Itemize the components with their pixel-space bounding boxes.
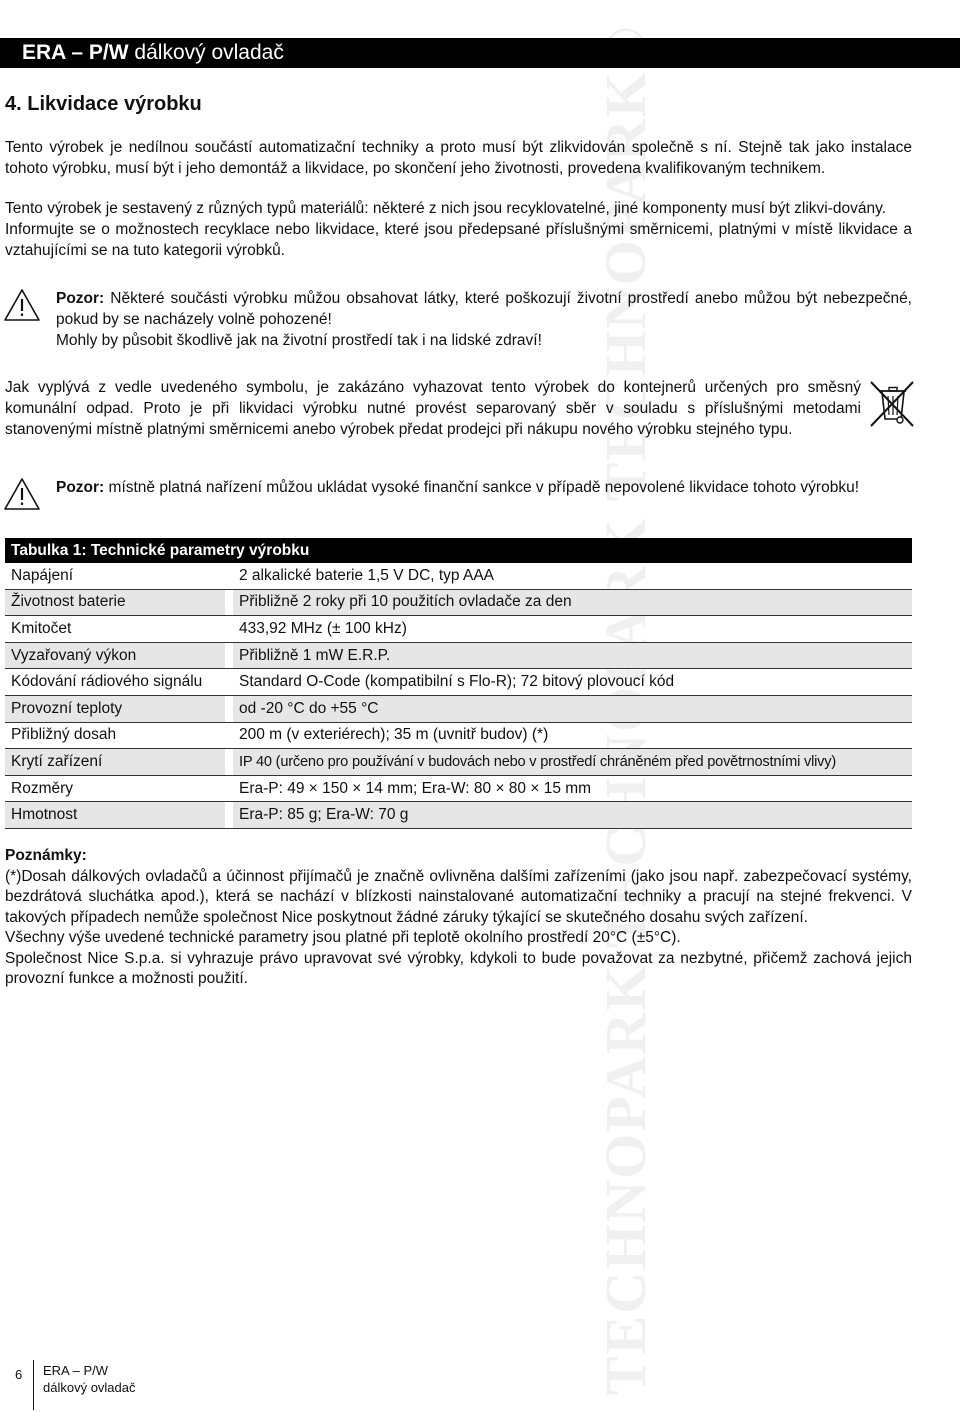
- parameter-name: Kmitočet: [5, 616, 225, 643]
- parameter-value: 200 m (v exteriérech); 35 m (uvnitř budov) (*): [233, 722, 912, 749]
- parameter-name: Kódování rádiového signálu: [5, 669, 225, 696]
- document-title: [22, 41, 284, 65]
- parameter-value: Standard O-Code (kompatibilní s Flo-R); 72 bitový plovoucí kód: [233, 669, 912, 696]
- cell-gap: [225, 722, 233, 749]
- notes-title: Poznámky:: [5, 847, 87, 864]
- table-header-row: [5, 538, 912, 563]
- parameter-value: IP 40 (určeno pro používání v budovách nebo v prostředí chráněném před povětrnostními vlivy): [233, 749, 912, 776]
- table-row: [5, 642, 912, 669]
- footer-divider: [33, 1360, 34, 1410]
- footer-subtitle: dálkový ovladač: [43, 1380, 136, 1395]
- paragraph-disposal-intro: Tento výrobek je nedílnou součástí automatizační techniky a proto musí být zlikvidován společně s ní. Stejně tak jako instalace tohoto výrobku, musí být i jeho demontáž a likvidace, po skončení jeho životnosti, provedena kvalifikovaným technikem.: [5, 139, 912, 177]
- crossed-out-bin-icon: [867, 378, 917, 430]
- page-number: 6: [15, 1367, 23, 1382]
- section-heading: 4. Likvidace výrobku: [5, 93, 202, 115]
- warning-triangle-icon: [3, 288, 41, 322]
- table-body: [5, 563, 912, 828]
- parameter-value: 2 alkalické baterie 1,5 V DC, typ AAA: [233, 563, 912, 589]
- title-rest: dálkový ovladač: [134, 41, 284, 64]
- parameter-name: Napájení: [5, 563, 225, 589]
- cell-gap: [225, 589, 233, 616]
- table-row: [5, 695, 912, 722]
- parameter-name: Hmotnost: [5, 802, 225, 829]
- table-row: [5, 669, 912, 696]
- table-row: [5, 802, 912, 829]
- parameter-value: Přibližně 2 roky při 10 použitích ovladače za den: [233, 589, 912, 616]
- cell-gap: [225, 695, 233, 722]
- warning-body: místně platná nařízení můžou ukládat vysoké finanční sankce v případě nepovolené likvidace tohoto výrobku!: [108, 479, 860, 496]
- cell-gap: [225, 775, 233, 802]
- recycle-text: Jak vyplývá z vedle uvedeného symbolu, je zakázáno vyhazovat tento výrobek do kontejnerů určených pro směsný komunální odpad. Proto je při likvidaci výrobku nutné provést separovaný sběr v souladu s příslušnými metodami stanovenými místně platnými směrnicemi anebo výrobek předat prodejci při nákupu nového výrobku stejného typu.: [5, 379, 861, 438]
- parameter-value: 433,92 MHz (± 100 kHz): [233, 616, 912, 643]
- warning-text-2: [56, 477, 912, 498]
- warning-text-1: [56, 288, 912, 351]
- footer-product: ERA – P/W: [43, 1363, 109, 1378]
- recycle-block: [5, 377, 955, 440]
- warning-label: Pozor:: [56, 479, 105, 496]
- table-row: [5, 616, 912, 643]
- cell-gap: [225, 616, 233, 643]
- warning-triangle-icon: [3, 477, 41, 511]
- warning-block-2: [3, 477, 912, 511]
- parameter-value: Era-P: 85 g; Era-W: 70 g: [233, 802, 912, 829]
- title-bold: ERA – P/W: [22, 41, 129, 64]
- cell-gap: [225, 802, 233, 829]
- parameter-name: Provozní teploty: [5, 695, 225, 722]
- technical-parameters-table: [5, 538, 912, 829]
- warning-label: Pozor:: [56, 290, 105, 307]
- table-row: [5, 563, 912, 589]
- parameter-name: Přibližný dosah: [5, 722, 225, 749]
- paragraph-materials: Tento výrobek je sestavený z různých typů materiálů: některé z nich jsou recyklovatelné, jiné komponenty musí být zlikvi-dovány.: [5, 200, 887, 217]
- table-title: Tabulka 1: Technické parametry výrobku: [5, 538, 912, 563]
- parameter-name: Krytí zařízení: [5, 749, 225, 776]
- parameter-value: Přibližně 1 mW E.R.P.: [233, 642, 912, 669]
- header-bar: [0, 38, 960, 68]
- note-range: (*)Dosah dálkových ovladačů a účinnost přijímačů je značně ovlivněna dalšími zařízeními (jako jsou např. zabezpečovací systémy, bezdrátová sluchátka apod.), která se nachází v blízkosti nainstalované automatizační techniky a pracují na stejné frekvenci. V takových případech nemůže společnost Nice poskytnout žádné záruky týkající se skutečného dosahu svých zařízení.: [5, 867, 912, 926]
- warning-block-1: [3, 288, 912, 351]
- note-rights: Společnost Nice S.p.a. si vyhrazuje právo upravovat své výrobky, kdykoli to bude považovat za nezbytné, přičemž zachová jejich provozní funkce a možnosti použití.: [5, 949, 912, 987]
- parameter-value: od -20 °C do +55 °C: [233, 695, 912, 722]
- warning-body: Některé součásti výrobku můžou obsahovat látky, které poškozují životní prostředí anebo můžou být nebezpečné, pokud by se nacházely volně pohozené!: [56, 290, 912, 328]
- cell-gap: [225, 749, 233, 776]
- parameter-value: Era-P: 49 × 150 × 14 mm; Era-W: 80 × 80 × 15 mm: [233, 775, 912, 802]
- page-footer: [0, 1360, 300, 1410]
- table-row: [5, 775, 912, 802]
- parameter-name: Životnost baterie: [5, 589, 225, 616]
- paragraph-recycling-info: Informujte se o možnostech recyklace nebo likvidace, které jsou předepsané příslušnými směrnicemi, platnými v místě likvidace a vztahujícími se na tuto kategorii výrobků.: [5, 221, 912, 259]
- warning-body-2: Mohly by působit škodlivě jak na životní prostředí tak i na lidské zdraví!: [56, 332, 542, 349]
- note-temperature: Všechny výše uvedené technické parametry jsou platné při teplotě okolního prostředí 20°C (±5°C).: [5, 929, 681, 946]
- cell-gap: [225, 669, 233, 696]
- table-row: [5, 589, 912, 616]
- cell-gap: [225, 642, 233, 669]
- cell-gap: [225, 563, 233, 589]
- table-row: [5, 722, 912, 749]
- notes-section: [5, 846, 912, 990]
- parameter-name: Vyzařovaný výkon: [5, 642, 225, 669]
- table-row: [5, 749, 912, 776]
- parameter-name: Rozměry: [5, 775, 225, 802]
